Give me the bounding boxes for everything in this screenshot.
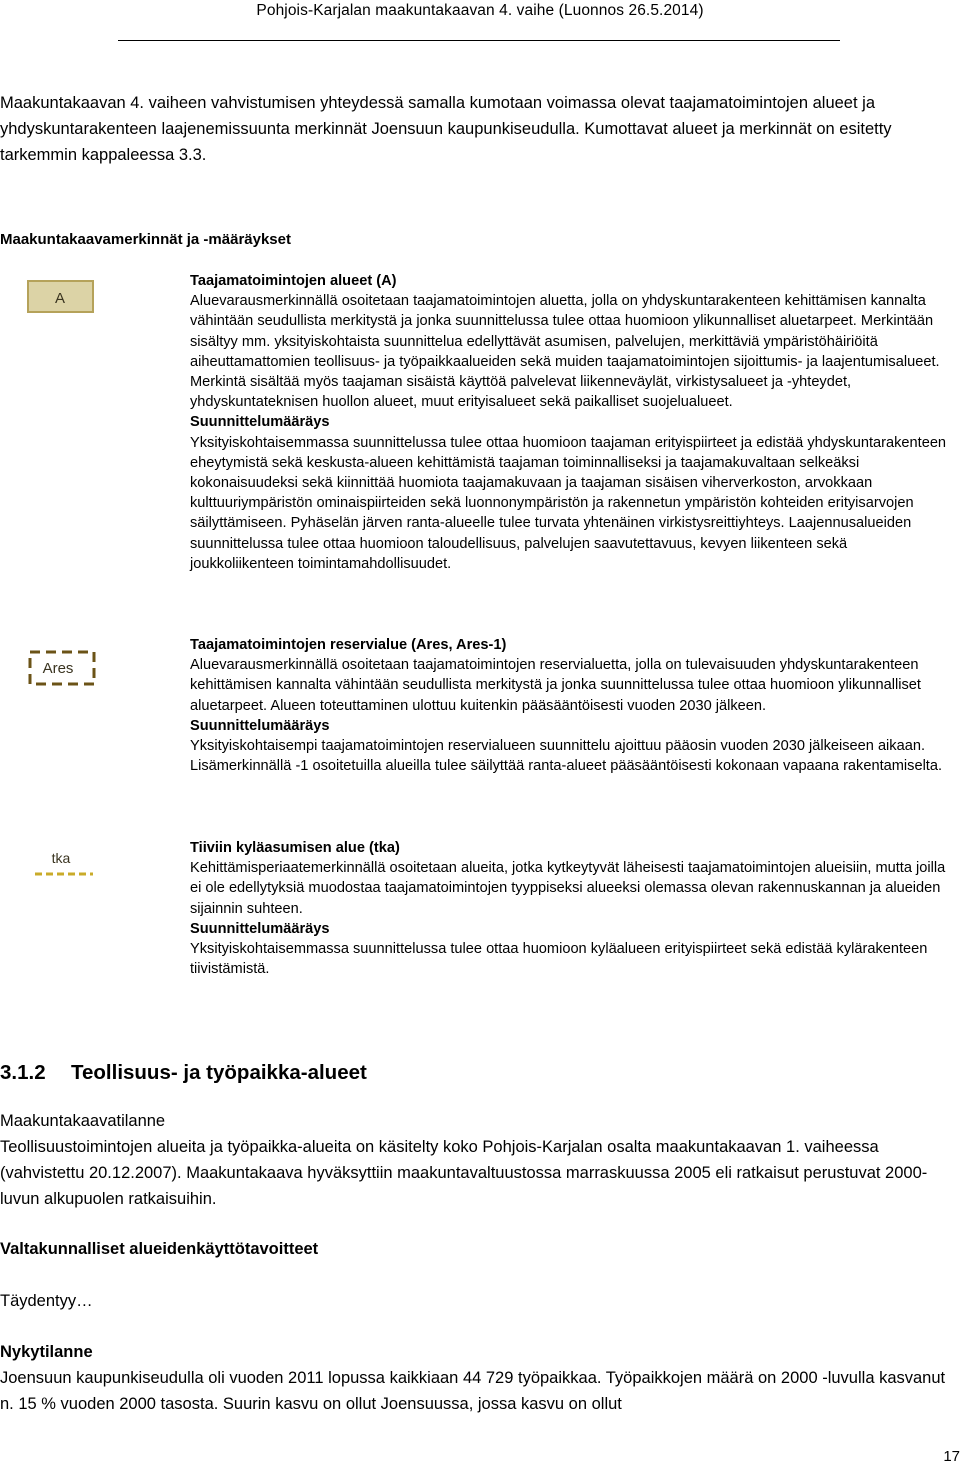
section-taydentyy [0, 1288, 958, 1314]
entry-regulation-heading: Suunnittelumääräys [190, 717, 330, 734]
section-valtakunnalliset [0, 1236, 958, 1262]
entry-body: Aluevarausmerkinnällä osoitetaan taajamatoimintojen aluetta, jolla on yhdyskuntarakenteen kehittämisen kannalta vähintään seudullista merkitystä ja jonka suunnittelussa tulee ottaa huomioon ylikunnalliset aluetarpeet. Merkintään sisältyy mm. yksityiskohtaista suunnittelua edellyttävät asumisen, palvelujen, merkittäviä ympäristöhäiriöitä aiheuttamattomien teollisuus- ja työpaikkaalueiden sekä muiden taajamatoimintojen sijoittumis- ja laajentumisalueet. Merkintä sisältää myös taajaman sisäistä käyttöä palvelevat liikenneväylät, virkistysalueet ja -yhteydet, yhdyskuntateknisen huollon alueet, muut erityisalueet sekä paikalliset suojelualueet. [190, 293, 940, 411]
page-header: Pohjois-Karjalan maakuntakaavan 4. vaihe (Luonnos 26.5.2014) [256, 2, 704, 19]
entry-title: Taajamatoimintojen reservialue (Ares, Ares-1) [190, 637, 507, 653]
symbol-a-icon [27, 280, 94, 318]
section-heading [0, 1061, 367, 1085]
symbol-ares-label: Ares [42, 660, 74, 677]
text-maakuntakaavatilanne: Teollisuustoimintojen alueita ja työpaikka-alueita on käsitelty koko Pohjois-Karjalan osalta maakuntakaavan 1. vaiheessa (vahvistettu 20.12.2007). Maakuntakaava hyväksyttiin maakuntavaltuustossa marraskuussa 2005 eli ratkaisut perustuvat 2000-luvun alkupuolen ratkaisuihin. [0, 1138, 928, 1208]
entry-regulation: Yksityiskohtaisemmassa suunnittelussa tulee ottaa huomioon kyläalueen erityispiirteet sekä edistää kylärakenteen tiivistämistä. [190, 941, 928, 978]
page-number: 17 [943, 1448, 960, 1465]
symbol-tka-icon [33, 847, 95, 886]
text-taydentyy: Täydentyy… [0, 1292, 93, 1310]
symbol-a-label: A [54, 290, 66, 307]
subheading-nykytilanne: Nykytilanne [0, 1343, 93, 1361]
section-maakuntakaavatilanne [0, 1108, 958, 1212]
intro-text: Maakuntakaavan 4. vaiheen vahvistumisen yhteydessä samalla kumotaan voimassa olevat taajamatoimintojen alueet ja yhdyskuntarakenteen laajenemissuunta merkinnät Joensuun kaupunkiseudulla. Kumottavat alueet ja merkinnät on esitetty tarkemmin kappaleessa 3.3. [0, 94, 892, 164]
intro-paragraph [0, 90, 958, 168]
text-nykytilanne: Joensuun kaupunkiseudulla oli vuoden 2011 lopussa kaikkiaan 44 729 työpaikkaa. Työpaikkojen määrä on 2000 -luvulla kasvanut n. 15 % vuoden 2000 tasosta. Suurin kasvu on ollut Joensuussa, jossa kasvu on ollut [0, 1369, 946, 1413]
symbol-tka-label: tka [51, 850, 71, 866]
entry-title: Tiiviin kyläasumisen alue (tka) [190, 840, 400, 856]
legend-title: Maakuntakaavamerkinnät ja -määräykset [0, 231, 291, 248]
entry-body: Aluevarausmerkinnällä osoitetaan taajamatoimintojen reservialuetta, jolla on tulevaisuuden yhdyskuntarakenteen kehittämisen kannalta vähintään seudullista merkitystä ja jonka suunnittelussa tulee ottaa huomioon ylikunnalliset aluetarpeet. Alueen toteuttaminen ulottuu kuitenkin pääsääntöisesti vuoden 2030 jälkeen. [190, 657, 921, 714]
entry-body: Kehittämisperiaatemerkinnällä osoitetaan alueita, jotka kytkeytyvät läheisesti taajamatoimintojen alueisiin, mutta joilla ei ole edellytyksiä muodostaa taajamatoimintojen tyyppiseksi alueeksi olemassa olevan rakennuskannan ja alueiden sijainnin suhteen. [190, 860, 946, 917]
subheading-valtakunnalliset: Valtakunnalliset alueidenkäyttötavoitteet [0, 1240, 319, 1258]
legend-entry-ares [190, 635, 950, 776]
entry-regulation: Yksityiskohtaisempi taajamatoimintojen reservialueen suunnittelu ajoittuu pääosin vuoden 2030 jälkeiseen aikaan. Lisämerkinnällä -1 osoitetuilla alueilla tulee säilyttää ranta-alueet pääsääntöisesti kokonaan vapaana rakentamiselta. [190, 738, 943, 775]
symbol-ares-icon [28, 650, 96, 691]
entry-title: Taajamatoimintojen alueet (A) [190, 273, 397, 289]
section-nykytilanne [0, 1339, 958, 1417]
section-number: 3.1.2 [0, 1061, 46, 1084]
subheading-maakuntakaavatilanne: Maakuntakaavatilanne [0, 1112, 166, 1130]
entry-regulation: Yksityiskohtaisemmassa suunnittelussa tulee ottaa huomioon taajaman erityispiirteet ja edistää yhdyskuntarakenteen eheytymistä sekä keskusta-alueen kehittämistä taajaman toiminnalliseksi ja taajamakuvaltaan selkeäksi kokonaisuudeksi sekä kiinnittää huomiota taajamakuvaan ja taajaman sisäisen viherverkoston, arvokkaan kulttuuriympäristön ominaispiirteiden sekä luonnonympäristön ja rakennetun ympäristön kohteiden erityisarvojen säilyttämiseen. Pyhäselän järven ranta-alueelle tulee turvata yhtenäinen virkistysreittiyhteys. Laajennusalueiden suunnittelussa tulee ottaa huomioon taloudellisuus, palvelujen saavutettavuus, kevyen liikenteen sekä joukkoliikenteen toimintamahdollisuudet. [190, 434, 947, 572]
legend-entry-taajama [190, 271, 950, 574]
legend-entry-tka [190, 838, 950, 979]
section-title: Teollisuus- ja työpaikka-alueet [71, 1061, 367, 1084]
entry-regulation-heading: Suunnittelumääräys [190, 920, 330, 937]
entry-regulation-heading: Suunnittelumääräys [190, 414, 330, 431]
header-rule [118, 40, 840, 41]
